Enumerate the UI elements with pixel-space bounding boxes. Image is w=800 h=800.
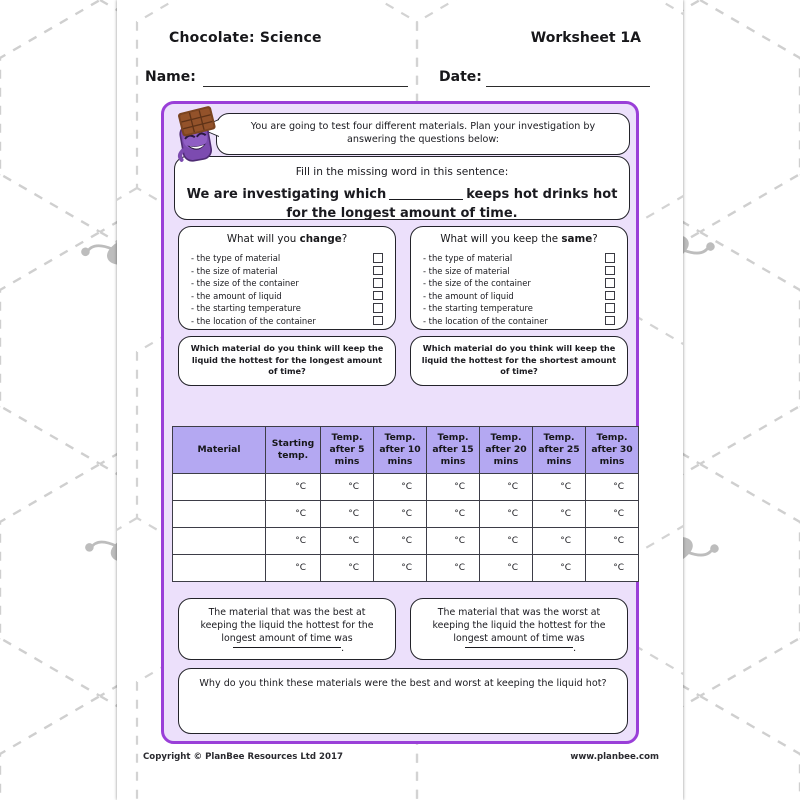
column-header-temp-30: Temp. after 30 mins — [586, 427, 639, 474]
conclusion-best-period: . — [341, 643, 345, 654]
cell-temp[interactable]: °C — [533, 528, 586, 555]
cell-temp[interactable]: °C — [374, 474, 427, 501]
cell-material[interactable] — [173, 555, 266, 582]
option-label: - the amount of liquid — [423, 290, 514, 301]
option-label: - the type of material — [191, 253, 281, 263]
list-item[interactable] — [191, 316, 385, 329]
list-item[interactable] — [191, 303, 385, 316]
checkbox[interactable] — [373, 303, 383, 313]
prediction-longest-card[interactable] — [178, 336, 396, 386]
cell-temp[interactable]: °C — [321, 555, 374, 582]
change-title-emphasis: change — [299, 233, 342, 245]
same-options-list — [423, 253, 617, 329]
date-label: Date: — [439, 69, 482, 85]
final-question-text: Why do you think these materials were the best and worst at keeping the liquid hot? — [199, 678, 607, 689]
checkbox[interactable] — [605, 253, 615, 263]
change-title-pre: What will you — [226, 233, 300, 245]
cell-temp[interactable]: °C — [586, 501, 639, 528]
control-variables-card — [410, 226, 628, 330]
cell-temp[interactable]: °C — [480, 501, 533, 528]
cell-temp[interactable]: °C — [321, 528, 374, 555]
list-item[interactable] — [423, 316, 617, 329]
list-item[interactable] — [423, 303, 617, 316]
column-header-temp-10: Temp. after 10 mins — [374, 427, 427, 474]
sentence-part-2: keeps hot drinks hot for the longest amount of time. — [286, 187, 618, 222]
checkbox[interactable] — [605, 303, 615, 313]
table-row[interactable] — [173, 528, 639, 555]
name-label: Name: — [145, 69, 196, 85]
cell-temp[interactable]: °C — [480, 474, 533, 501]
name-input-line[interactable] — [203, 86, 408, 87]
cell-temp[interactable]: °C — [480, 555, 533, 582]
cell-temp[interactable]: °C — [266, 501, 321, 528]
column-header-temp-5: Temp. after 5 mins — [321, 427, 374, 474]
checkbox[interactable] — [373, 316, 383, 326]
conclusion-best-answer-line[interactable] — [179, 633, 395, 652]
conclusion-best-card[interactable] — [178, 598, 396, 660]
cell-temp[interactable]: °C — [480, 528, 533, 555]
cell-temp[interactable]: °C — [586, 555, 639, 582]
worksheet-page — [117, 0, 683, 800]
cell-temp[interactable]: °C — [266, 474, 321, 501]
checkbox[interactable] — [373, 291, 383, 301]
option-label: - the size of the container — [191, 278, 299, 289]
website-url[interactable]: www.planbee.com — [570, 752, 659, 762]
cell-temp[interactable]: °C — [266, 528, 321, 555]
cell-temp[interactable]: °C — [427, 474, 480, 501]
option-label: - the size of material — [423, 265, 510, 276]
copyright-notice: Copyright © PlanBee Resources Ltd 2017 — [143, 752, 343, 762]
date-input-line[interactable] — [486, 86, 650, 87]
conclusion-worst-card[interactable] — [410, 598, 628, 660]
option-label: - the starting temperature — [423, 303, 533, 314]
option-label: - the starting temperature — [191, 303, 301, 314]
instruction-text: You are going to test four different materials. Plan your investigation by answering the questions below: — [250, 121, 596, 146]
change-options-list — [191, 253, 385, 329]
cell-temp[interactable]: °C — [427, 501, 480, 528]
table-row[interactable] — [173, 555, 639, 582]
cell-temp[interactable]: °C — [374, 555, 427, 582]
option-label: - the location of the container — [423, 315, 548, 326]
sentence-blank[interactable] — [389, 199, 463, 200]
cell-temp[interactable]: °C — [266, 555, 321, 582]
checkbox[interactable] — [373, 253, 383, 263]
cell-temp[interactable]: °C — [321, 474, 374, 501]
list-item[interactable] — [423, 253, 617, 266]
option-label: - the type of material — [423, 253, 513, 263]
conclusion-worst-period: . — [573, 643, 577, 654]
checkbox[interactable] — [605, 291, 615, 301]
change-title-post: ? — [341, 233, 348, 245]
prediction-longest-text: Which material do you think will keep the liquid the hottest for the longest amount of time? — [190, 343, 384, 377]
main-activity-panel — [161, 101, 639, 744]
final-question-card[interactable] — [178, 668, 628, 734]
cell-material[interactable] — [173, 501, 266, 528]
column-header-temp-25: Temp. after 25 mins — [533, 427, 586, 474]
list-item[interactable] — [191, 278, 385, 291]
change-variables-card — [178, 226, 396, 330]
same-title-emphasis: same — [561, 233, 593, 245]
cell-temp[interactable]: °C — [533, 555, 586, 582]
table-row[interactable] — [173, 474, 639, 501]
option-label: - the location of the container — [191, 315, 316, 326]
checkbox[interactable] — [373, 278, 383, 288]
fill-in-blank-card — [174, 156, 630, 220]
option-label: - the size of material — [191, 265, 278, 276]
cell-temp[interactable]: °C — [586, 528, 639, 555]
conclusion-worst-text: The material that was the worst at keeping the liquid the hottest for the longest amount of time was — [432, 607, 606, 645]
page-title: Chocolate: Science — [169, 30, 322, 46]
checkbox[interactable] — [373, 266, 383, 276]
column-header-material: Material — [173, 427, 266, 474]
table-row[interactable] — [173, 501, 639, 528]
cell-temp[interactable]: °C — [586, 474, 639, 501]
list-item[interactable] — [191, 291, 385, 304]
same-title-post: ? — [592, 233, 598, 245]
instruction-speech-bubble — [216, 113, 630, 155]
column-header-temp-15: Temp. after 15 mins — [427, 427, 480, 474]
option-label: - the size of the container — [423, 278, 531, 289]
fill-in-blank-sentence — [175, 179, 629, 224]
cell-temp[interactable]: °C — [533, 501, 586, 528]
worksheet-number: Worksheet 1A — [530, 30, 641, 46]
cell-material[interactable] — [173, 528, 266, 555]
list-item[interactable] — [423, 266, 617, 279]
list-item[interactable] — [191, 253, 385, 266]
list-item[interactable] — [423, 278, 617, 291]
table-header-row — [173, 427, 639, 474]
same-title-pre: What will you keep the — [440, 233, 562, 245]
list-item[interactable] — [191, 266, 385, 279]
same-variables-title — [411, 227, 627, 245]
checkbox[interactable] — [605, 278, 615, 288]
fill-in-blank-prompt: Fill in the missing word in this sentence: — [295, 166, 509, 178]
checkbox[interactable] — [605, 316, 615, 326]
conclusion-best-text: The material that was the best at keeping the liquid the hottest for the longest amount of time was — [200, 607, 374, 645]
prediction-shortest-text: Which material do you think will keep the liquid the hottest for the shortest amount of time? — [421, 343, 617, 377]
column-header-temp-20: Temp. after 20 mins — [480, 427, 533, 474]
list-item[interactable] — [423, 291, 617, 304]
option-label: - the amount of liquid — [191, 290, 282, 301]
cell-temp[interactable]: °C — [374, 501, 427, 528]
sentence-part-1: We are investigating which — [186, 187, 387, 203]
prediction-shortest-card[interactable] — [410, 336, 628, 386]
cell-temp[interactable]: °C — [427, 555, 480, 582]
cell-temp[interactable]: °C — [321, 501, 374, 528]
conclusion-worst-answer-line[interactable] — [411, 633, 627, 652]
checkbox[interactable] — [605, 266, 615, 276]
cell-temp[interactable]: °C — [427, 528, 480, 555]
cell-temp[interactable]: °C — [533, 474, 586, 501]
chocolate-bar-character-icon — [168, 106, 224, 164]
cell-temp[interactable]: °C — [374, 528, 427, 555]
results-table — [172, 426, 639, 582]
column-header-starting-temp: Starting temp. — [266, 427, 321, 474]
cell-material[interactable] — [173, 474, 266, 501]
change-variables-title — [179, 227, 395, 245]
